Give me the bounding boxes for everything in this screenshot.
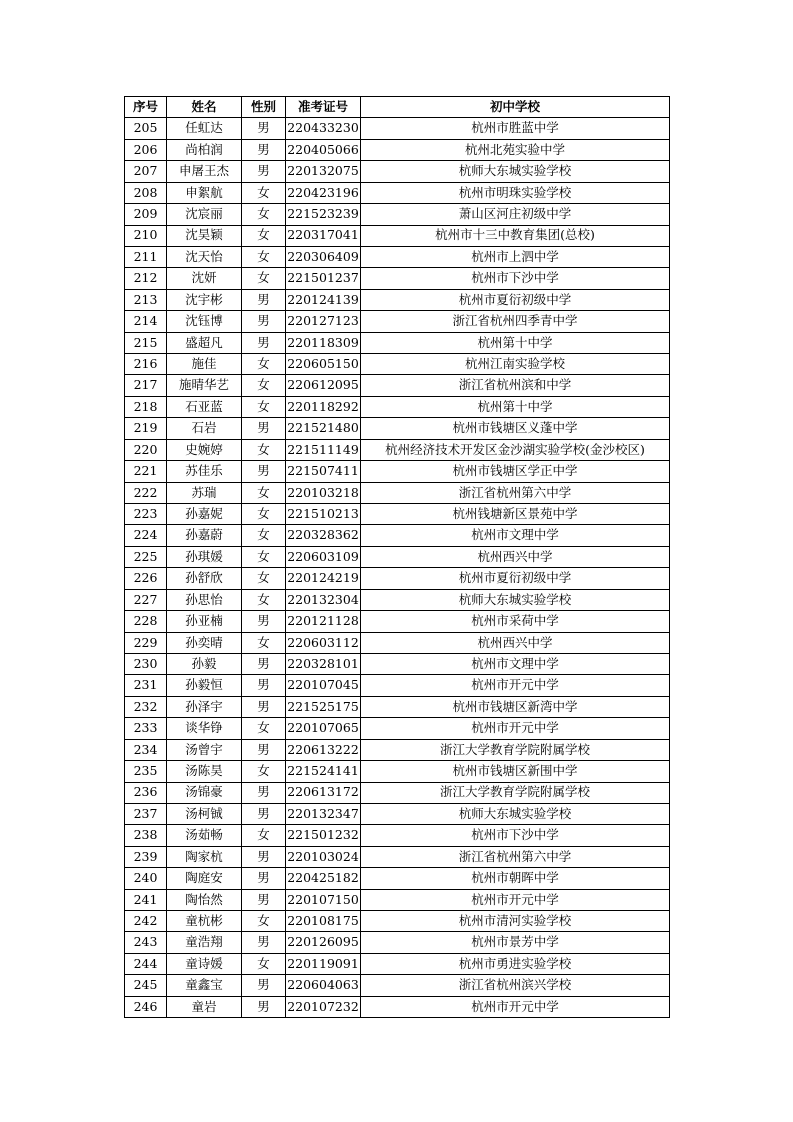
name-cell: 沈昊颖 — [167, 225, 242, 246]
school-cell: 杭州市钱塘区学正中学 — [361, 461, 670, 482]
table-row — [125, 761, 670, 782]
seq-cell: 239 — [125, 846, 167, 867]
gender-cell: 女 — [242, 718, 286, 739]
table-row — [125, 653, 670, 674]
seq-cell: 245 — [125, 975, 167, 996]
name-cell: 汤柯铖 — [167, 803, 242, 824]
exam-id-cell: 221510213 — [286, 504, 361, 525]
table-row — [125, 461, 670, 482]
table-row — [125, 289, 670, 310]
exam-id-cell: 220124219 — [286, 568, 361, 589]
table-row — [125, 911, 670, 932]
table-row — [125, 889, 670, 910]
name-cell: 孙亚楠 — [167, 611, 242, 632]
seq-cell: 205 — [125, 118, 167, 139]
name-cell: 孙嘉妮 — [167, 504, 242, 525]
gender-cell: 男 — [242, 868, 286, 889]
exam-id-cell: 220119091 — [286, 953, 361, 974]
exam-id-cell: 220317041 — [286, 225, 361, 246]
name-cell: 汤茹畅 — [167, 825, 242, 846]
name-cell: 汤锦豪 — [167, 782, 242, 803]
school-cell: 杭州市下沙中学 — [361, 825, 670, 846]
gender-cell: 女 — [242, 225, 286, 246]
exam-id-cell: 220121128 — [286, 611, 361, 632]
school-cell: 杭州市朝晖中学 — [361, 868, 670, 889]
gender-cell: 女 — [242, 182, 286, 203]
table-row — [125, 268, 670, 289]
exam-id-cell: 220603112 — [286, 632, 361, 653]
exam-id-cell: 221525175 — [286, 696, 361, 717]
gender-cell: 男 — [242, 996, 286, 1017]
gender-cell: 男 — [242, 139, 286, 160]
gender-cell: 女 — [242, 354, 286, 375]
school-cell: 杭州市采荷中学 — [361, 611, 670, 632]
table-row — [125, 504, 670, 525]
seq-cell: 237 — [125, 803, 167, 824]
school-cell: 杭师大东城实验学校 — [361, 589, 670, 610]
school-cell: 杭州市夏衍初级中学 — [361, 568, 670, 589]
school-cell: 杭州市文理中学 — [361, 653, 670, 674]
seq-cell: 213 — [125, 289, 167, 310]
exam-id-cell: 220107232 — [286, 996, 361, 1017]
gender-cell: 女 — [242, 375, 286, 396]
school-cell: 杭州市胜蓝中学 — [361, 118, 670, 139]
table-row — [125, 975, 670, 996]
school-cell: 杭州江南实验学校 — [361, 354, 670, 375]
exam-id-cell: 221511149 — [286, 439, 361, 460]
exam-id-cell: 221524141 — [286, 761, 361, 782]
table-row — [125, 311, 670, 332]
seq-cell: 222 — [125, 482, 167, 503]
gender-cell: 女 — [242, 632, 286, 653]
exam-id-cell: 221501232 — [286, 825, 361, 846]
table-row — [125, 375, 670, 396]
seq-cell: 208 — [125, 182, 167, 203]
exam-id-cell: 220107045 — [286, 675, 361, 696]
school-cell: 杭州市文理中学 — [361, 525, 670, 546]
table-row — [125, 718, 670, 739]
exam-id-cell: 221521480 — [286, 418, 361, 439]
seq-cell: 225 — [125, 546, 167, 567]
name-cell: 任虹达 — [167, 118, 242, 139]
name-cell: 盛超凡 — [167, 332, 242, 353]
seq-cell: 244 — [125, 953, 167, 974]
school-cell: 浙江省杭州滨兴学校 — [361, 975, 670, 996]
name-cell: 童鑫宝 — [167, 975, 242, 996]
exam-id-cell: 220118292 — [286, 396, 361, 417]
exam-id-cell: 220612095 — [286, 375, 361, 396]
gender-cell: 女 — [242, 953, 286, 974]
gender-cell: 男 — [242, 696, 286, 717]
gender-cell: 男 — [242, 739, 286, 760]
name-cell: 孙嘉蔚 — [167, 525, 242, 546]
seq-cell: 219 — [125, 418, 167, 439]
seq-cell: 235 — [125, 761, 167, 782]
school-cell: 杭州市开元中学 — [361, 718, 670, 739]
seq-cell: 246 — [125, 996, 167, 1017]
exam-id-cell: 220124139 — [286, 289, 361, 310]
exam-id-cell: 220604063 — [286, 975, 361, 996]
name-cell: 谈华铮 — [167, 718, 242, 739]
header-school: 初中学校 — [361, 97, 670, 118]
gender-cell: 男 — [242, 803, 286, 824]
exam-id-cell: 220108175 — [286, 911, 361, 932]
exam-id-cell: 220306409 — [286, 246, 361, 267]
name-cell: 沈天怡 — [167, 246, 242, 267]
table-row — [125, 825, 670, 846]
gender-cell: 男 — [242, 418, 286, 439]
name-cell: 申絮航 — [167, 182, 242, 203]
gender-cell: 女 — [242, 482, 286, 503]
roster-body — [125, 118, 670, 1018]
school-cell: 杭州西兴中学 — [361, 546, 670, 567]
gender-cell: 女 — [242, 204, 286, 225]
school-cell: 杭师大东城实验学校 — [361, 803, 670, 824]
seq-cell: 210 — [125, 225, 167, 246]
school-cell: 杭州市清河实验学校 — [361, 911, 670, 932]
exam-id-cell: 220132304 — [286, 589, 361, 610]
table-row — [125, 354, 670, 375]
seq-cell: 231 — [125, 675, 167, 696]
exam-id-cell: 220328362 — [286, 525, 361, 546]
gender-cell: 女 — [242, 525, 286, 546]
table-row — [125, 546, 670, 567]
table-row — [125, 782, 670, 803]
name-cell: 沈宇彬 — [167, 289, 242, 310]
gender-cell: 女 — [242, 439, 286, 460]
seq-cell: 206 — [125, 139, 167, 160]
exam-id-cell: 221507411 — [286, 461, 361, 482]
school-cell: 杭州第十中学 — [361, 396, 670, 417]
school-cell: 萧山区河庄初级中学 — [361, 204, 670, 225]
name-cell: 陶庭安 — [167, 868, 242, 889]
gender-cell: 男 — [242, 611, 286, 632]
seq-cell: 243 — [125, 932, 167, 953]
exam-id-cell: 220425182 — [286, 868, 361, 889]
seq-cell: 215 — [125, 332, 167, 353]
table-row — [125, 739, 670, 760]
gender-cell: 男 — [242, 675, 286, 696]
name-cell: 童浩翔 — [167, 932, 242, 953]
seq-cell: 229 — [125, 632, 167, 653]
gender-cell: 男 — [242, 782, 286, 803]
exam-id-cell: 220132075 — [286, 161, 361, 182]
header-row — [125, 97, 670, 118]
name-cell: 陶家杭 — [167, 846, 242, 867]
exam-id-cell: 220613172 — [286, 782, 361, 803]
header-seq: 序号 — [125, 97, 167, 118]
seq-cell: 223 — [125, 504, 167, 525]
gender-cell: 男 — [242, 332, 286, 353]
table-row — [125, 996, 670, 1017]
school-cell: 杭州市勇进实验学校 — [361, 953, 670, 974]
exam-id-cell: 221523239 — [286, 204, 361, 225]
gender-cell: 女 — [242, 396, 286, 417]
seq-cell: 220 — [125, 439, 167, 460]
gender-cell: 女 — [242, 546, 286, 567]
gender-cell: 女 — [242, 911, 286, 932]
gender-cell: 男 — [242, 889, 286, 910]
seq-cell: 232 — [125, 696, 167, 717]
name-cell: 施晴华艺 — [167, 375, 242, 396]
gender-cell: 男 — [242, 932, 286, 953]
name-cell: 史婉婷 — [167, 439, 242, 460]
gender-cell: 女 — [242, 504, 286, 525]
table-row — [125, 675, 670, 696]
table-row — [125, 525, 670, 546]
seq-cell: 238 — [125, 825, 167, 846]
gender-cell: 男 — [242, 161, 286, 182]
table-row — [125, 611, 670, 632]
school-cell: 浙江省杭州四季青中学 — [361, 311, 670, 332]
name-cell: 孙毅 — [167, 653, 242, 674]
gender-cell: 男 — [242, 975, 286, 996]
school-cell: 浙江大学教育学院附属学校 — [361, 739, 670, 760]
gender-cell: 男 — [242, 653, 286, 674]
table-row — [125, 932, 670, 953]
table-row — [125, 696, 670, 717]
school-cell: 杭州市开元中学 — [361, 889, 670, 910]
school-cell: 杭州市开元中学 — [361, 996, 670, 1017]
table-row — [125, 225, 670, 246]
gender-cell: 女 — [242, 825, 286, 846]
school-cell: 杭州市景芳中学 — [361, 932, 670, 953]
school-cell: 杭师大东城实验学校 — [361, 161, 670, 182]
school-cell: 浙江省杭州第六中学 — [361, 482, 670, 503]
school-cell: 杭州北苑实验中学 — [361, 139, 670, 160]
school-cell: 杭州市开元中学 — [361, 675, 670, 696]
school-cell: 杭州市钱塘区新湾中学 — [361, 696, 670, 717]
name-cell: 苏佳乐 — [167, 461, 242, 482]
exam-id-cell: 220132347 — [286, 803, 361, 824]
table-row — [125, 868, 670, 889]
gender-cell: 女 — [242, 568, 286, 589]
exam-id-cell: 220328101 — [286, 653, 361, 674]
school-cell: 杭州西兴中学 — [361, 632, 670, 653]
table-row — [125, 396, 670, 417]
seq-cell: 218 — [125, 396, 167, 417]
exam-id-cell: 220118309 — [286, 332, 361, 353]
name-cell: 施佳 — [167, 354, 242, 375]
student-roster-table — [124, 96, 670, 1018]
name-cell: 孙琪媛 — [167, 546, 242, 567]
name-cell: 孙奕晴 — [167, 632, 242, 653]
name-cell: 尚柏润 — [167, 139, 242, 160]
header-gender: 性别 — [242, 97, 286, 118]
table-row — [125, 953, 670, 974]
exam-id-cell: 220107065 — [286, 718, 361, 739]
exam-id-cell: 220107150 — [286, 889, 361, 910]
name-cell: 石亚蓝 — [167, 396, 242, 417]
seq-cell: 226 — [125, 568, 167, 589]
seq-cell: 224 — [125, 525, 167, 546]
name-cell: 童杭彬 — [167, 911, 242, 932]
table-row — [125, 139, 670, 160]
school-cell: 杭州市钱塘区义蓬中学 — [361, 418, 670, 439]
table-row — [125, 246, 670, 267]
school-cell: 浙江大学教育学院附属学校 — [361, 782, 670, 803]
seq-cell: 217 — [125, 375, 167, 396]
table-row — [125, 632, 670, 653]
gender-cell: 男 — [242, 118, 286, 139]
table-row — [125, 418, 670, 439]
seq-cell: 211 — [125, 246, 167, 267]
gender-cell: 男 — [242, 289, 286, 310]
seq-cell: 230 — [125, 653, 167, 674]
table-row — [125, 589, 670, 610]
school-cell: 杭州市钱塘区新围中学 — [361, 761, 670, 782]
gender-cell: 女 — [242, 268, 286, 289]
school-cell: 杭州市十三中教育集团(总校) — [361, 225, 670, 246]
seq-cell: 236 — [125, 782, 167, 803]
gender-cell: 女 — [242, 589, 286, 610]
name-cell: 孙舒欣 — [167, 568, 242, 589]
exam-id-cell: 220127123 — [286, 311, 361, 332]
exam-id-cell: 220433230 — [286, 118, 361, 139]
table-row — [125, 439, 670, 460]
school-cell: 浙江省杭州第六中学 — [361, 846, 670, 867]
table-row — [125, 803, 670, 824]
table-row — [125, 568, 670, 589]
table-row — [125, 161, 670, 182]
school-cell: 杭州市上泗中学 — [361, 246, 670, 267]
school-cell: 浙江省杭州滨和中学 — [361, 375, 670, 396]
table-row — [125, 204, 670, 225]
seq-cell: 216 — [125, 354, 167, 375]
seq-cell: 234 — [125, 739, 167, 760]
name-cell: 沈妍 — [167, 268, 242, 289]
exam-id-cell: 220405066 — [286, 139, 361, 160]
seq-cell: 227 — [125, 589, 167, 610]
name-cell: 沈宸丽 — [167, 204, 242, 225]
exam-id-cell: 220613222 — [286, 739, 361, 760]
school-cell: 杭州经济技术开发区金沙湖实验学校(金沙校区) — [361, 439, 670, 460]
school-cell: 杭州市夏衍初级中学 — [361, 289, 670, 310]
name-cell: 汤曾宇 — [167, 739, 242, 760]
name-cell: 童诗媛 — [167, 953, 242, 974]
table-row — [125, 118, 670, 139]
header-name: 姓名 — [167, 97, 242, 118]
exam-id-cell: 221501237 — [286, 268, 361, 289]
seq-cell: 228 — [125, 611, 167, 632]
seq-cell: 214 — [125, 311, 167, 332]
gender-cell: 男 — [242, 846, 286, 867]
seq-cell: 207 — [125, 161, 167, 182]
seq-cell: 209 — [125, 204, 167, 225]
school-cell: 杭州市明珠实验学校 — [361, 182, 670, 203]
exam-id-cell: 220423196 — [286, 182, 361, 203]
header-exam-id: 准考证号 — [286, 97, 361, 118]
table-row — [125, 482, 670, 503]
school-cell: 杭州钱塘新区景苑中学 — [361, 504, 670, 525]
seq-cell: 221 — [125, 461, 167, 482]
school-cell: 杭州第十中学 — [361, 332, 670, 353]
seq-cell: 242 — [125, 911, 167, 932]
name-cell: 孙毅恒 — [167, 675, 242, 696]
exam-id-cell: 220103218 — [286, 482, 361, 503]
name-cell: 陶怡然 — [167, 889, 242, 910]
seq-cell: 241 — [125, 889, 167, 910]
name-cell: 苏瑞 — [167, 482, 242, 503]
name-cell: 沈钰博 — [167, 311, 242, 332]
exam-id-cell: 220126095 — [286, 932, 361, 953]
gender-cell: 男 — [242, 311, 286, 332]
school-cell: 杭州市下沙中学 — [361, 268, 670, 289]
table-row — [125, 182, 670, 203]
exam-id-cell: 220605150 — [286, 354, 361, 375]
name-cell: 孙思怡 — [167, 589, 242, 610]
exam-id-cell: 220603109 — [286, 546, 361, 567]
name-cell: 童岩 — [167, 996, 242, 1017]
name-cell: 申屠王杰 — [167, 161, 242, 182]
name-cell: 汤陈昊 — [167, 761, 242, 782]
gender-cell: 男 — [242, 461, 286, 482]
gender-cell: 女 — [242, 246, 286, 267]
seq-cell: 240 — [125, 868, 167, 889]
table-row — [125, 846, 670, 867]
name-cell: 石岩 — [167, 418, 242, 439]
seq-cell: 212 — [125, 268, 167, 289]
gender-cell: 女 — [242, 761, 286, 782]
table-row — [125, 332, 670, 353]
seq-cell: 233 — [125, 718, 167, 739]
exam-id-cell: 220103024 — [286, 846, 361, 867]
name-cell: 孙泽宇 — [167, 696, 242, 717]
